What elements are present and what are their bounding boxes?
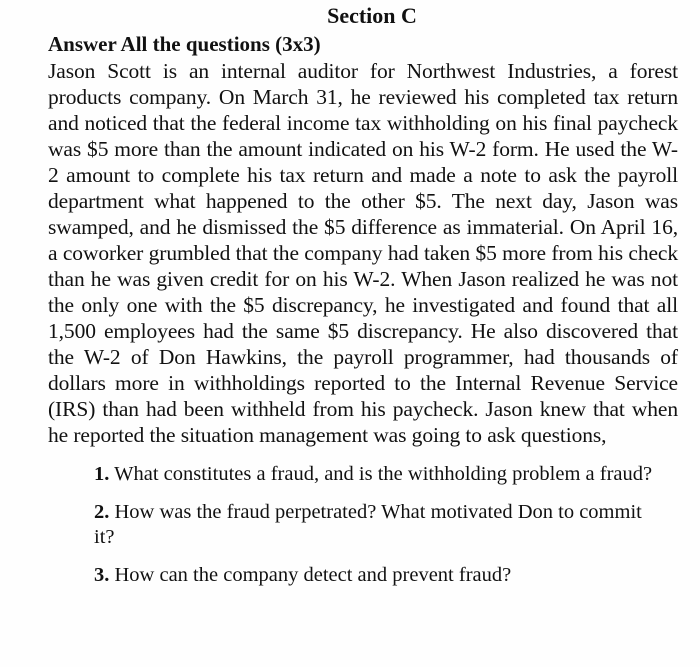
instruction-heading: Answer All the questions (3x3) <box>48 32 321 56</box>
question-text: What constitutes a fraud, and is the withholding problem a fraud? <box>114 463 653 485</box>
question-item <box>94 462 678 487</box>
question-text: How was the fraud perpetrated? What motivated Don to commit it? <box>94 501 642 548</box>
section-title: Section C <box>327 3 417 28</box>
case-passage: Jason Scott is an internal auditor for Northwest Industries, a forest products company. On March 31, he reviewed his completed tax return and noticed that the federal income tax withholding on his final paycheck was $5 more than the amount indicated on his W-2 form. He used the W-2 amount to complete his tax return and made a note to ask the payroll department what happened to the other $5. The next day, Jason was swamped, and he dismissed the $5 difference as immaterial. On April 16, a coworker grumbled that the company had taken $5 more from his check than he was given credit for on his W-2. When Jason realized he was not the only one with the $5 discrepancy, he investigated and found that all 1,500 employees had the same $5 discrepancy. He also discovered that the W-2 of Don Hawkins, the payroll programmer, had thousands of dollars more in withholdings reported to the Internal Revenue Service (IRS) than had been withheld from his paycheck. Jason knew that when he reported the situation management was going to ask questions, <box>48 59 678 447</box>
question-item <box>94 500 678 550</box>
question-number: 3. <box>94 564 110 586</box>
question-number: 1. <box>94 463 110 485</box>
question-text: How can the company detect and prevent fraud? <box>114 564 512 586</box>
question-list <box>48 462 678 588</box>
question-item <box>94 563 678 588</box>
question-number: 2. <box>94 501 110 523</box>
